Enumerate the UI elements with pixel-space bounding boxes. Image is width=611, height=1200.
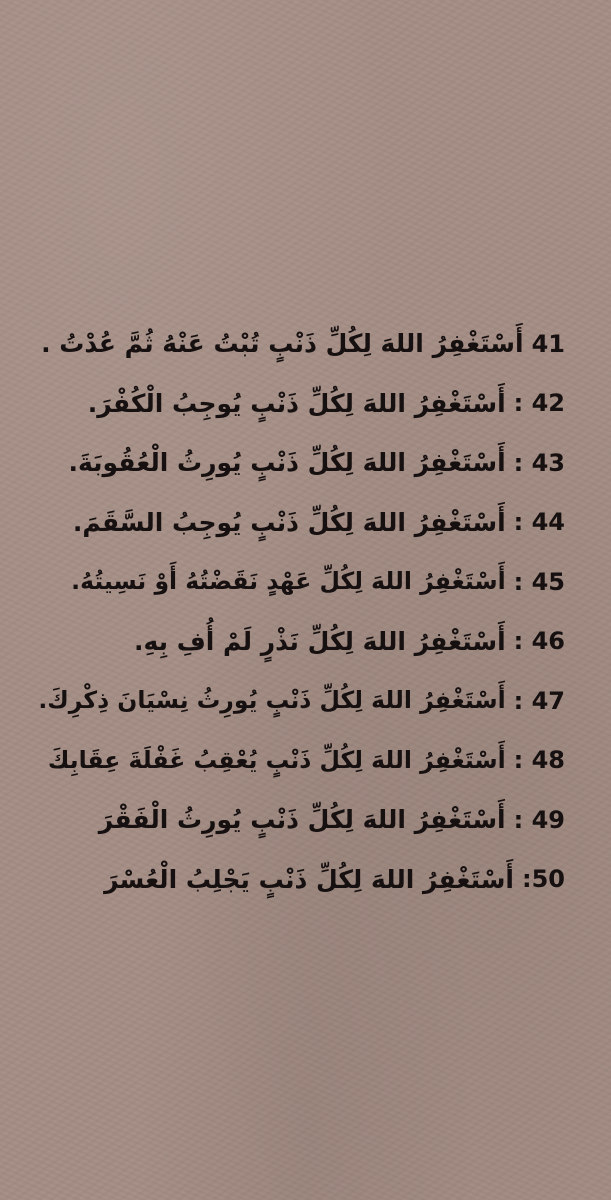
dua-number: : 47 <box>513 686 565 715</box>
dua-text: أَسْتَغْفِرُ اللهَ لِكُلِّ ذَنْبٍ يُورِثُ نِسْيَانَ ذِكْرِكَ. <box>38 686 506 714</box>
dua-line-46 <box>50 612 565 672</box>
dua-text: أَسْتَغْفِرُ اللهَ لِكُلِّ ذَنْبٍ يُورِثُ الْعُقُوبَةَ. <box>68 448 506 478</box>
dua-number: : 45 <box>513 567 565 596</box>
dua-list <box>38 314 565 909</box>
dua-number: :50 <box>522 865 565 894</box>
dua-line-44 <box>50 493 565 553</box>
dua-line-42 <box>50 374 565 434</box>
dua-number: : 46 <box>513 627 565 656</box>
dua-text: أَسْتَغْفِرُ اللهَ لِكُلِّ ذَنْبٍ تُبْتُ عَنْهُ ثُمَّ عُدْتُ . <box>41 329 524 359</box>
dua-line-45 <box>50 552 565 612</box>
dua-line-49 <box>50 790 565 850</box>
dua-line-48 <box>47 731 565 791</box>
dua-number: : 49 <box>513 805 565 834</box>
dua-number: : 43 <box>513 448 565 477</box>
dua-number: : 44 <box>513 508 565 537</box>
dua-text: أَسْتَغْفِرُ اللهَ لِكُلِّ ذَنْبٍ يُعْقِبُ غَفْلَةَ عِقَابِكَ <box>47 745 506 774</box>
dua-text: أَسْتَغْفِرُ اللهَ لِكُلِّ ذَنْبٍ يُوجِبُ الْكُفْرَ. <box>87 388 506 418</box>
dua-text: أَسْتَغْفِرُ اللهَ لِكُلِّ نَذْرٍ لَمْ أُفِ بِهِ. <box>133 626 506 656</box>
dua-text: أَسْتَغْفِرُ اللهَ لِكُلِّ ذَنْبٍ يَجْلِبُ الْعُسْرَ <box>104 864 514 894</box>
dua-line-43 <box>50 433 565 493</box>
dua-number: : 42 <box>513 389 565 418</box>
dua-number: : 48 <box>513 746 565 775</box>
dua-line-41 <box>41 314 565 374</box>
dua-text: أَسْتَغْفِرُ اللهَ لِكُلِّ ذَنْبٍ يُوجِبُ السَّقَمَ. <box>72 507 506 537</box>
dua-text: أَسْتَغْفِرُ اللهَ لِكُلِّ عَهْدٍ نَقَضْتُهُ أَوْ نَسِيتُهُ. <box>71 567 506 595</box>
dua-line-50 <box>50 850 565 910</box>
dua-number: 41 <box>531 329 565 358</box>
dua-text: أَسْتَغْفِرُ اللهَ لِكُلِّ ذَنْبٍ يُورِثُ الْفَقْرَ <box>98 805 506 835</box>
dua-line-47 <box>38 671 565 731</box>
